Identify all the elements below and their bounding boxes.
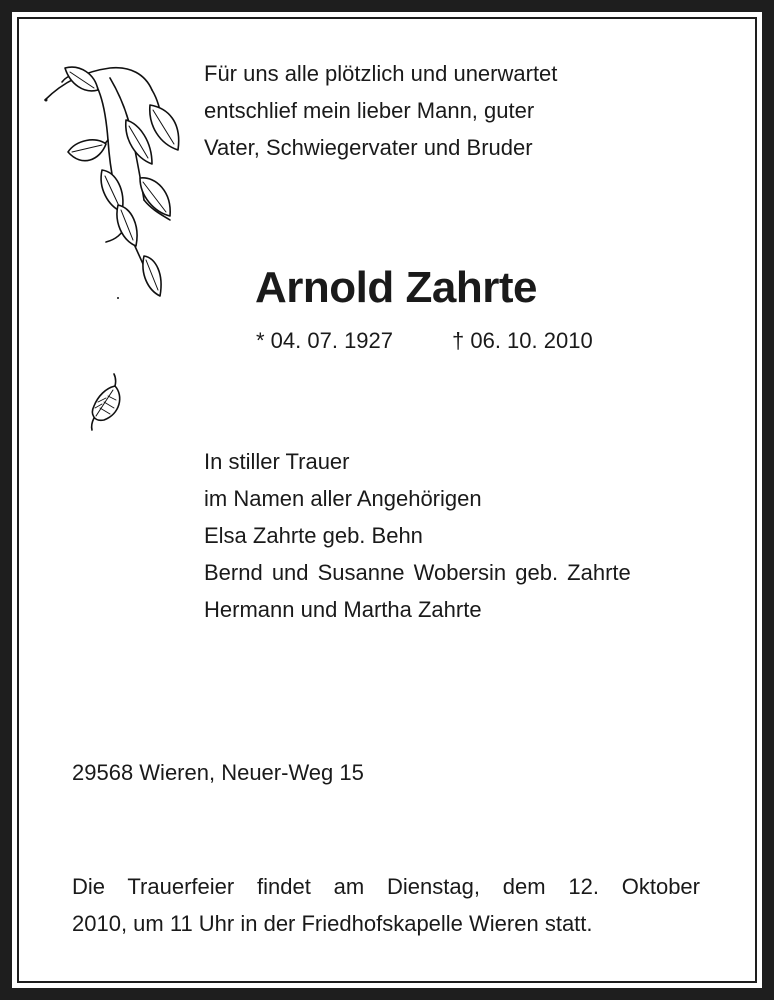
- funeral-line: 2010, um 11 Uhr in der Friedhofskapelle Wieren statt.: [72, 911, 593, 936]
- intro-text: [204, 55, 557, 166]
- funeral-notice: [72, 868, 700, 942]
- mourner-line: Elsa Zahrte geb. Behn: [204, 523, 423, 548]
- falling-leaf-icon: [86, 370, 126, 432]
- intro-line: entschlief mein lieber Mann, guter: [204, 98, 535, 123]
- death-date: † 06. 10. 2010: [452, 328, 593, 353]
- mourner-line: In stiller Trauer: [204, 449, 350, 474]
- intro-line: Vater, Schwiegervater und Bruder: [204, 135, 533, 160]
- mourners-list: [204, 443, 631, 628]
- address: 29568 Wieren, Neuer-Weg 15: [72, 760, 364, 785]
- mourner-line: Hermann und Martha Zahrte: [204, 597, 482, 622]
- funeral-line: Die Trauerfeier findet am Dienstag, dem 12. Oktober: [72, 874, 700, 899]
- intro-line: Für uns alle plötzlich und unerwartet: [204, 61, 558, 86]
- mourner-line: im Namen aller Angehörigen: [204, 486, 482, 511]
- mourner-line: Bernd und Susanne Wobersin geb. Zahrte: [204, 560, 631, 585]
- deceased-name: Arnold Zahrte: [255, 263, 537, 312]
- birth-date: * 04. 07. 1927: [256, 328, 394, 353]
- birch-branch-icon: [40, 60, 190, 310]
